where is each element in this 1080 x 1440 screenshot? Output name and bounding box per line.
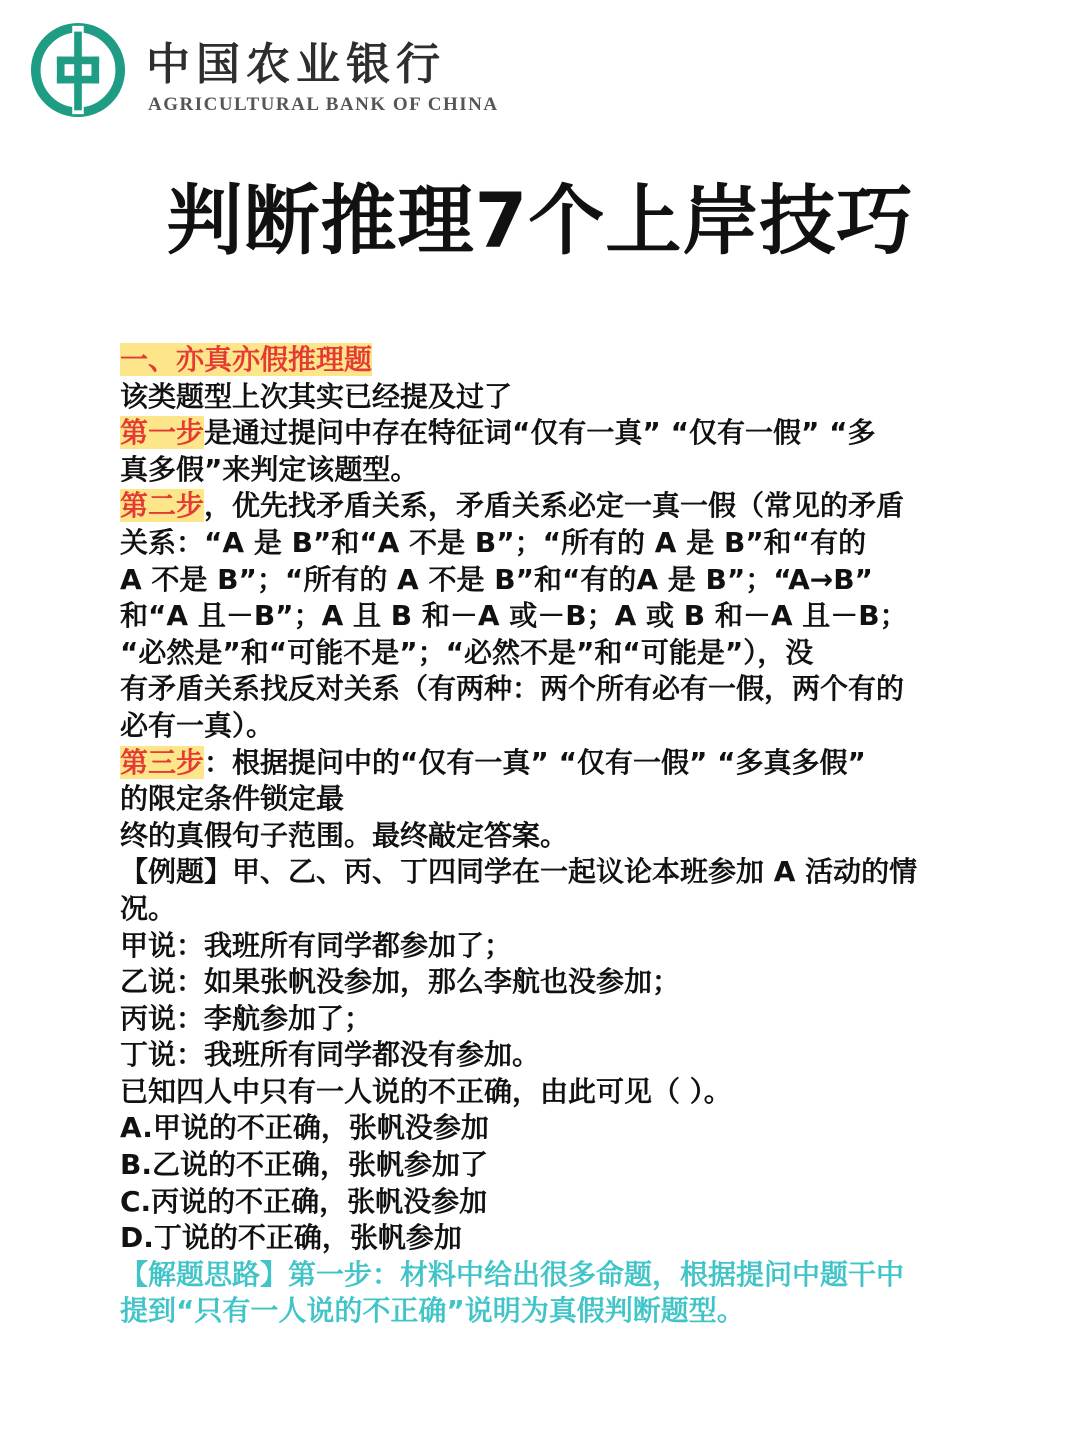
step1-text: 是通过提问中存在特征词“仅有一真” “仅有一假” “多 [204, 416, 876, 450]
step1-line-2: 真多假”来判定该题型。 [120, 452, 419, 486]
step3-line-2: 的限定条件锁定最 [120, 782, 345, 816]
page-title: 判断推理7个上岸技巧 [166, 176, 914, 265]
solution-line-1: 【解题思路】第一步：材料中给出很多命题，根据提问中题干中 [120, 1257, 905, 1291]
step2-label: 第二步 [120, 489, 205, 523]
bank-header [30, 22, 530, 122]
step2-line-1 [120, 488, 990, 525]
bank-name-cn: 中国农业银行 [146, 39, 446, 90]
step3-line-1 [120, 745, 990, 782]
step2-line-5: “必然是”和“可能不是”；“必然不是”和“可能是”），没 [120, 635, 814, 669]
article-body [120, 342, 990, 1330]
bank-name-en: AGRICULTURAL BANK OF CHINA [148, 94, 499, 115]
step2-line-7: 必有一真）。 [120, 708, 275, 742]
step2-line-3: A 不是 B”；“所有的 A 不是 B”和“有的A 是 B”；“A→B” [120, 562, 873, 596]
statement-d: 丁说：我班所有同学都没有参加。 [120, 1038, 541, 1072]
statement-a: 甲说：我班所有同学都参加了； [120, 928, 513, 962]
option-d: D.丁说的不正确，张帆参加 [120, 1221, 462, 1255]
option-c: C.丙说的不正确，张帆没参加 [120, 1184, 488, 1218]
step1-label: 第一步 [120, 416, 205, 450]
step3-label: 第三步 [120, 745, 205, 779]
statement-b: 乙说：如果张帆没参加，那么李航也没参加； [120, 965, 681, 999]
step2-line-6: 有矛盾关系找反对关系（有两种：两个所有必有一假，两个有的 [120, 672, 905, 706]
option-b: B.乙说的不正确，张帆参加了 [120, 1148, 488, 1182]
example-line-1: 【例题】甲、乙、丙、丁四同学在一起议论本班参加 A 活动的情 [120, 855, 918, 889]
step1-line-1 [120, 415, 990, 452]
solution-line-2: 提到“只有一人说的不正确”说明为真假判断题型。 [120, 1294, 745, 1328]
step3-line-3: 终的真假句子范围。最终敲定答案。 [120, 818, 569, 852]
abc-bank-logo-icon [30, 22, 126, 118]
step2-text: ，优先找矛盾关系，矛盾关系必定一真一假（常见的矛盾 [204, 489, 905, 523]
intro-text: 该类题型上次其实已经提及过了 [120, 379, 513, 413]
question-text: 已知四人中只有一人说的不正确，由此可见（ ）。 [120, 1074, 732, 1108]
statement-c: 丙说：李航参加了； [120, 1001, 373, 1035]
example-line-2: 况。 [120, 891, 177, 925]
section-heading: 一、亦真亦假推理题 [120, 343, 373, 376]
step2-line-2: 关系：“A 是 B”和“A 不是 B”；“所有的 A 是 B”和“有的 [120, 525, 867, 559]
step2-line-4: 和“A 且－B”；A 且 B 和－A 或－B；A 或 B 和－A 且－B； [120, 599, 908, 633]
option-a: A.甲说的不正确，张帆没参加 [120, 1111, 489, 1145]
step3-text: ：根据提问中的“仅有一真” “仅有一假” “多真多假” [204, 745, 866, 779]
